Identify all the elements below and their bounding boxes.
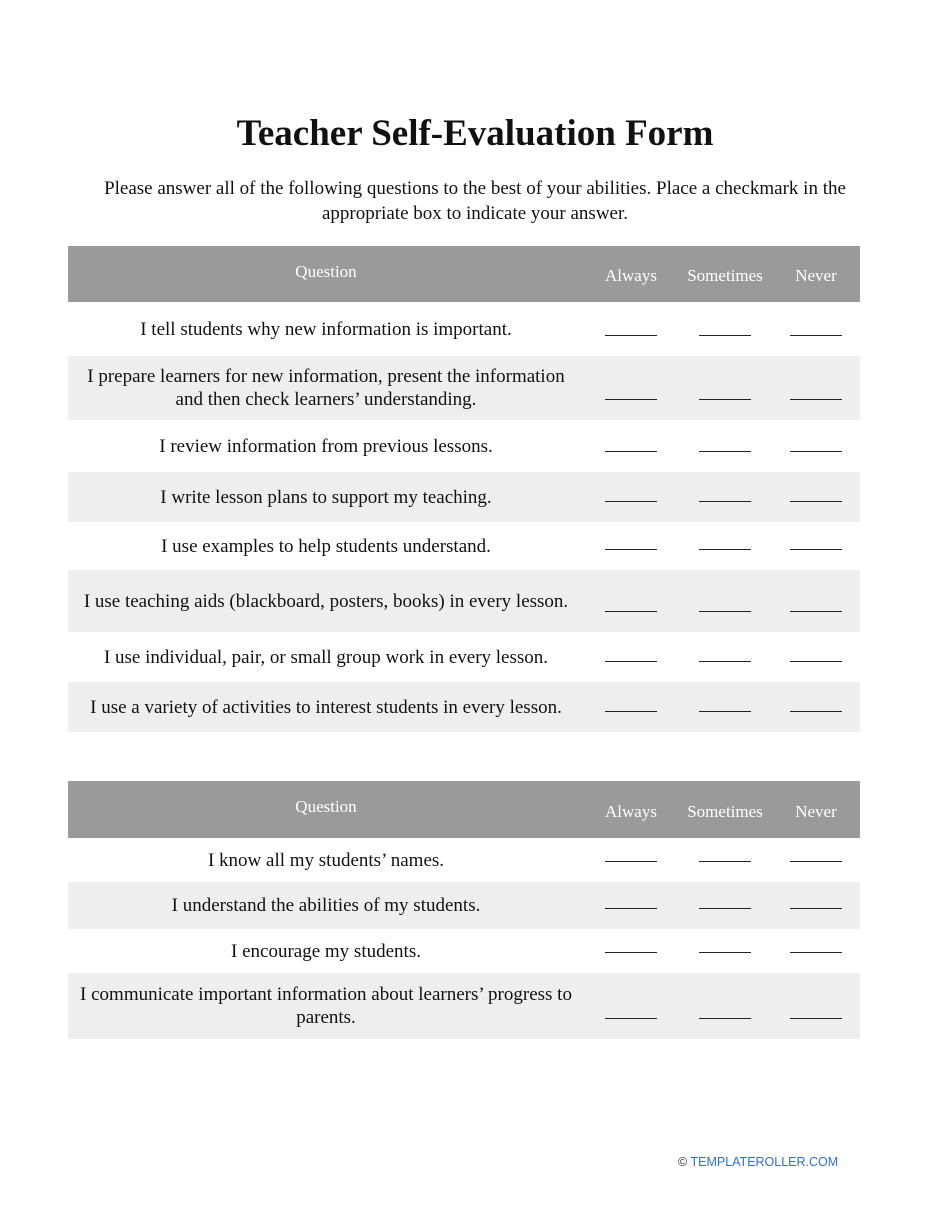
question-text: I use a variety of activities to interest students in every lesson.	[90, 696, 562, 718]
table-row	[68, 522, 860, 570]
table-row	[68, 882, 860, 929]
form-title: Teacher Self-Evaluation Form	[236, 113, 714, 154]
header-always: Always	[584, 781, 678, 838]
footer-credit	[678, 1155, 838, 1169]
sometimes-answer-blank[interactable]	[699, 661, 751, 662]
header-question: Question	[68, 781, 584, 838]
table-header-row	[68, 246, 860, 302]
always-answer-blank[interactable]	[605, 611, 657, 612]
sometimes-answer-blank[interactable]	[699, 952, 751, 953]
never-answer-blank[interactable]	[790, 501, 842, 502]
question-text: I prepare learners for new information, present the information and then check learners’ understanding.	[87, 366, 565, 410]
question-text: I communicate important information about learners’ progress to parents.	[80, 984, 572, 1028]
question-text: I use examples to help students understand.	[161, 535, 491, 557]
never-answer-blank[interactable]	[790, 861, 842, 862]
always-answer-blank[interactable]	[605, 908, 657, 909]
always-answer-blank[interactable]	[605, 861, 657, 862]
table-row	[68, 570, 860, 632]
sometimes-answer-blank[interactable]	[699, 1018, 751, 1019]
always-answer-blank[interactable]	[605, 952, 657, 953]
question-text: I review information from previous lessons.	[159, 435, 493, 457]
evaluation-table-2	[68, 781, 860, 1039]
sometimes-answer-blank[interactable]	[699, 451, 751, 452]
always-answer-blank[interactable]	[605, 451, 657, 452]
table-header-row	[68, 781, 860, 838]
table-row	[68, 973, 860, 1039]
question-text: I write lesson plans to support my teaching.	[160, 486, 492, 508]
sometimes-answer-blank[interactable]	[699, 861, 751, 862]
always-answer-blank[interactable]	[605, 549, 657, 550]
never-answer-blank[interactable]	[790, 451, 842, 452]
table-row	[68, 632, 860, 682]
table-row	[68, 356, 860, 420]
always-answer-blank[interactable]	[605, 335, 657, 336]
question-text: I use teaching aids (blackboard, posters, books) in every lesson.	[83, 590, 569, 612]
instructions-text: Please answer all of the following questions to the best of your abilities. Place a checkmark in the appropriate box to indicate your answer.	[104, 178, 846, 224]
header-always: Always	[584, 246, 678, 302]
sometimes-answer-blank[interactable]	[699, 549, 751, 550]
header-never: Never	[772, 781, 860, 838]
never-answer-blank[interactable]	[790, 399, 842, 400]
header-sometimes: Sometimes	[678, 781, 772, 838]
sometimes-answer-blank[interactable]	[699, 335, 751, 336]
question-text: I know all my students’ names.	[207, 849, 445, 871]
never-answer-blank[interactable]	[790, 335, 842, 336]
table-row	[68, 420, 860, 472]
always-answer-blank[interactable]	[605, 399, 657, 400]
sometimes-answer-blank[interactable]	[699, 399, 751, 400]
copyright-symbol: ©	[678, 1155, 688, 1169]
always-answer-blank[interactable]	[605, 711, 657, 712]
never-answer-blank[interactable]	[790, 661, 842, 662]
never-answer-blank[interactable]	[790, 711, 842, 712]
question-text: I use individual, pair, or small group work in every lesson.	[103, 646, 549, 668]
never-answer-blank[interactable]	[790, 1018, 842, 1019]
header-never: Never	[772, 246, 860, 302]
table-row	[68, 302, 860, 356]
evaluation-table-1	[68, 246, 860, 732]
header-question: Question	[68, 246, 584, 302]
question-text: I tell students why new information is important.	[140, 318, 512, 340]
table-row	[68, 472, 860, 522]
always-answer-blank[interactable]	[605, 501, 657, 502]
question-text: I encourage my students.	[231, 940, 421, 962]
question-text: I understand the abilities of my students.	[171, 895, 481, 916]
templateroller-link[interactable]: TEMPLATEROLLER.COM	[690, 1155, 839, 1169]
table-row	[68, 838, 860, 882]
header-sometimes: Sometimes	[678, 246, 772, 302]
sometimes-answer-blank[interactable]	[699, 908, 751, 909]
never-answer-blank[interactable]	[790, 952, 842, 953]
never-answer-blank[interactable]	[790, 908, 842, 909]
table-row	[68, 929, 860, 973]
never-answer-blank[interactable]	[790, 611, 842, 612]
table-row	[68, 682, 860, 732]
sometimes-answer-blank[interactable]	[699, 611, 751, 612]
always-answer-blank[interactable]	[605, 661, 657, 662]
sometimes-answer-blank[interactable]	[699, 711, 751, 712]
sometimes-answer-blank[interactable]	[699, 501, 751, 502]
always-answer-blank[interactable]	[605, 1018, 657, 1019]
never-answer-blank[interactable]	[790, 549, 842, 550]
